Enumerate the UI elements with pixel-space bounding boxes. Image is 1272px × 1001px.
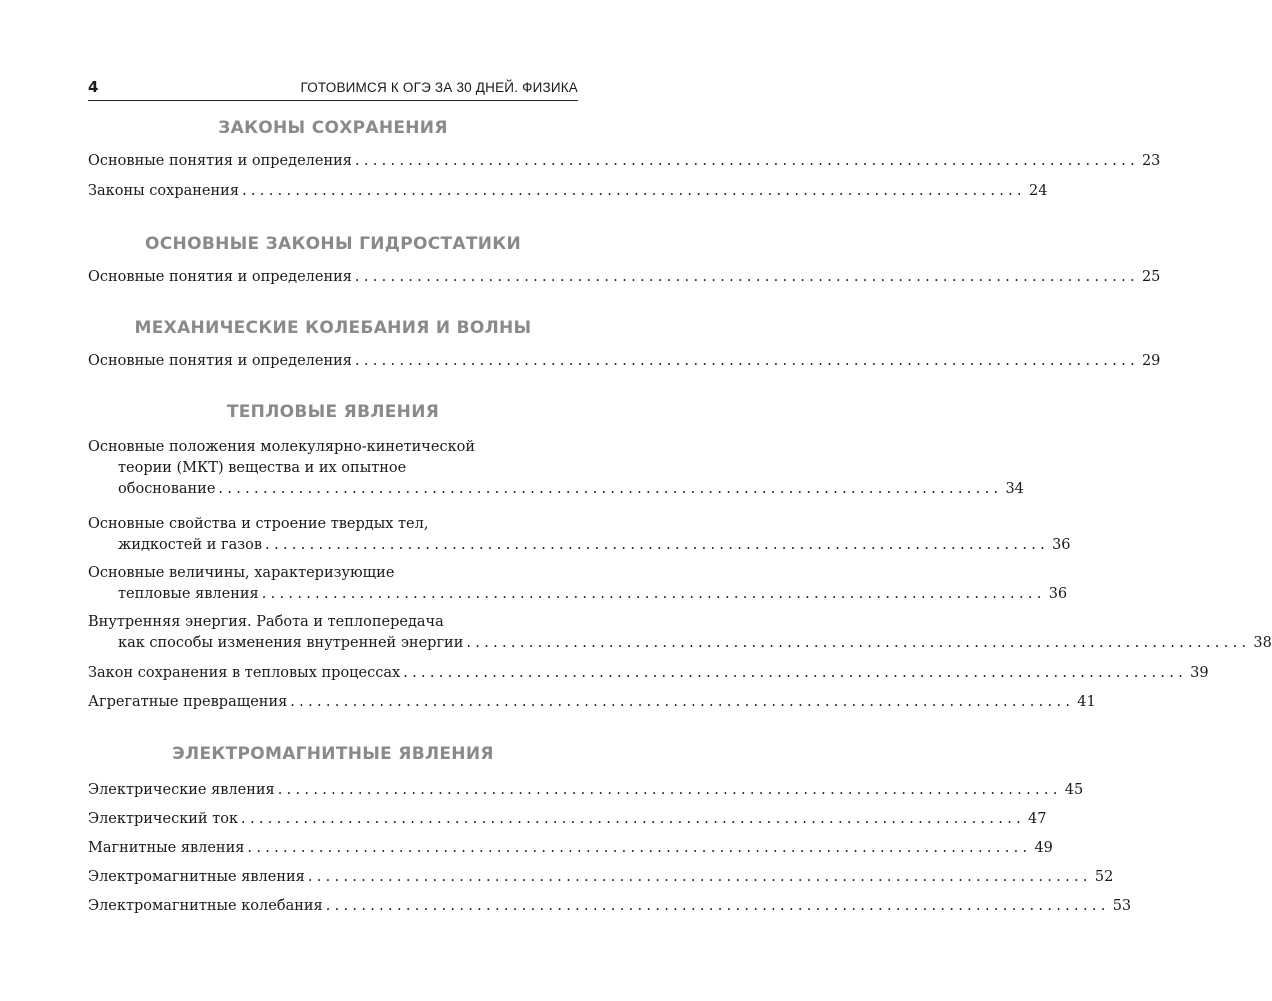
leader-dots: ........................................................................................	[290, 694, 1075, 710]
toc-entry[interactable]	[88, 809, 1047, 830]
leader-dots: ........................................................................................	[218, 481, 1003, 497]
toc-entry[interactable]	[88, 267, 1161, 288]
toc-entry[interactable]	[88, 151, 1161, 172]
leader-dots: ........................................................................................	[241, 811, 1026, 827]
toc-entry[interactable]	[88, 612, 1272, 654]
toc-page-number: 25	[1141, 269, 1161, 285]
toc-entry[interactable]	[88, 896, 1132, 917]
toc-page-number: 41	[1077, 694, 1096, 710]
leader-dots: ........................................................................................	[261, 586, 1046, 602]
toc-entry-label: Магнитные явления	[88, 840, 245, 856]
toc-page-number: 45	[1064, 782, 1084, 798]
book-title: ГОТОВИМСЯ К ОГЭ ЗА 30 ДНЕЙ. ФИЗИКА	[300, 80, 578, 95]
leader-dots: ........................................................................................	[354, 269, 1139, 285]
toc-page-number: 53	[1112, 898, 1132, 914]
toc-page-number: 49	[1034, 840, 1053, 856]
toc-entry-label: Агрегатные превращения	[88, 694, 288, 710]
toc-entry[interactable]	[88, 181, 1048, 202]
toc-page-number: 47	[1028, 811, 1047, 827]
toc-entry[interactable]	[88, 514, 1071, 556]
leader-dots: ........................................................................................	[307, 869, 1092, 885]
toc-entry-label-continued: как способы изменения внутренней энергии	[118, 635, 464, 651]
leader-dots: ........................................................................................	[325, 898, 1110, 914]
toc-entry[interactable]	[88, 838, 1053, 859]
toc-page-number: 52	[1094, 869, 1114, 885]
section-title-thermal-phenomena: ТЕПЛОВЫЕ ЯВЛЕНИЯ	[226, 402, 440, 422]
toc-entry[interactable]	[88, 563, 1068, 605]
toc-page-number: 38	[1253, 635, 1272, 651]
toc-entry[interactable]	[88, 692, 1096, 713]
toc-entry-label: Закон сохранения в тепловых процессах	[88, 665, 401, 681]
leader-dots: ........................................................................................	[354, 353, 1139, 369]
toc-entry-label: Электрический ток	[88, 811, 239, 827]
toc-entry-label: Электромагнитные явления	[88, 869, 305, 885]
toc-page-number: 34	[1005, 481, 1024, 497]
toc-entry-label-continued: теории (МКТ) вещества и их опытное	[118, 460, 407, 476]
page-number: 4	[88, 78, 99, 96]
toc-entry-label: Электрические явления	[88, 782, 275, 798]
section-title-electromagnetic-phenomena: ЭЛЕКТРОМАГНИТНЫЕ ЯВЛЕНИЯ	[172, 744, 494, 764]
toc-page-number: 24	[1028, 183, 1048, 199]
toc-entry-label-continued: жидкостей и газов	[118, 537, 263, 553]
toc-page-number: 36	[1052, 537, 1071, 553]
section-title-oscillations-waves: МЕХАНИЧЕСКИЕ КОЛЕБАНИЯ И ВОЛНЫ	[134, 318, 532, 338]
toc-entry-label-continued: обоснование	[118, 481, 216, 497]
section-title-conservation-laws: ЗАКОНЫ СОХРАНЕНИЯ	[218, 118, 448, 138]
toc-entry-label: Основные положения молекулярно-кинетической	[88, 439, 476, 455]
toc-entry-label: Основные понятия и определения	[88, 153, 352, 169]
toc-entry[interactable]	[88, 663, 1209, 684]
leader-dots: ........................................................................................	[354, 153, 1139, 169]
leader-dots: ........................................................................................	[403, 665, 1188, 681]
toc-entry[interactable]	[88, 437, 1024, 500]
toc-entry-label: Внутренняя энергия. Работа и теплопередача	[88, 614, 444, 630]
leader-dots: ........................................................................................	[466, 635, 1251, 651]
toc-entry[interactable]	[88, 867, 1114, 888]
section-title-hydrostatics: ОСНОВНЫЕ ЗАКОНЫ ГИДРОСТАТИКИ	[145, 234, 521, 254]
leader-dots: ........................................................................................	[277, 782, 1062, 798]
toc-entry-label: Электромагнитные колебания	[88, 898, 323, 914]
toc-entry[interactable]	[88, 780, 1084, 801]
toc-page-number: 23	[1141, 153, 1161, 169]
running-head	[88, 76, 578, 101]
toc-entry-label: Основные величины, характеризующие	[88, 565, 395, 581]
toc-entry-label: Основные понятия и определения	[88, 353, 352, 369]
toc-entry[interactable]	[88, 351, 1161, 372]
toc-entry-label-continued: тепловые явления	[118, 586, 259, 602]
toc-page-number: 29	[1141, 353, 1161, 369]
toc-entry-label: Основные понятия и определения	[88, 269, 352, 285]
toc-page-number: 39	[1190, 665, 1209, 681]
toc-page-number: 36	[1048, 586, 1068, 602]
toc-entry-label: Основные свойства и строение твердых тел,	[88, 516, 429, 532]
leader-dots: ........................................................................................	[247, 840, 1032, 856]
toc-entry-label: Законы сохранения	[88, 183, 239, 199]
leader-dots: ........................................................................................	[241, 183, 1026, 199]
leader-dots: ........................................................................................	[265, 537, 1050, 553]
